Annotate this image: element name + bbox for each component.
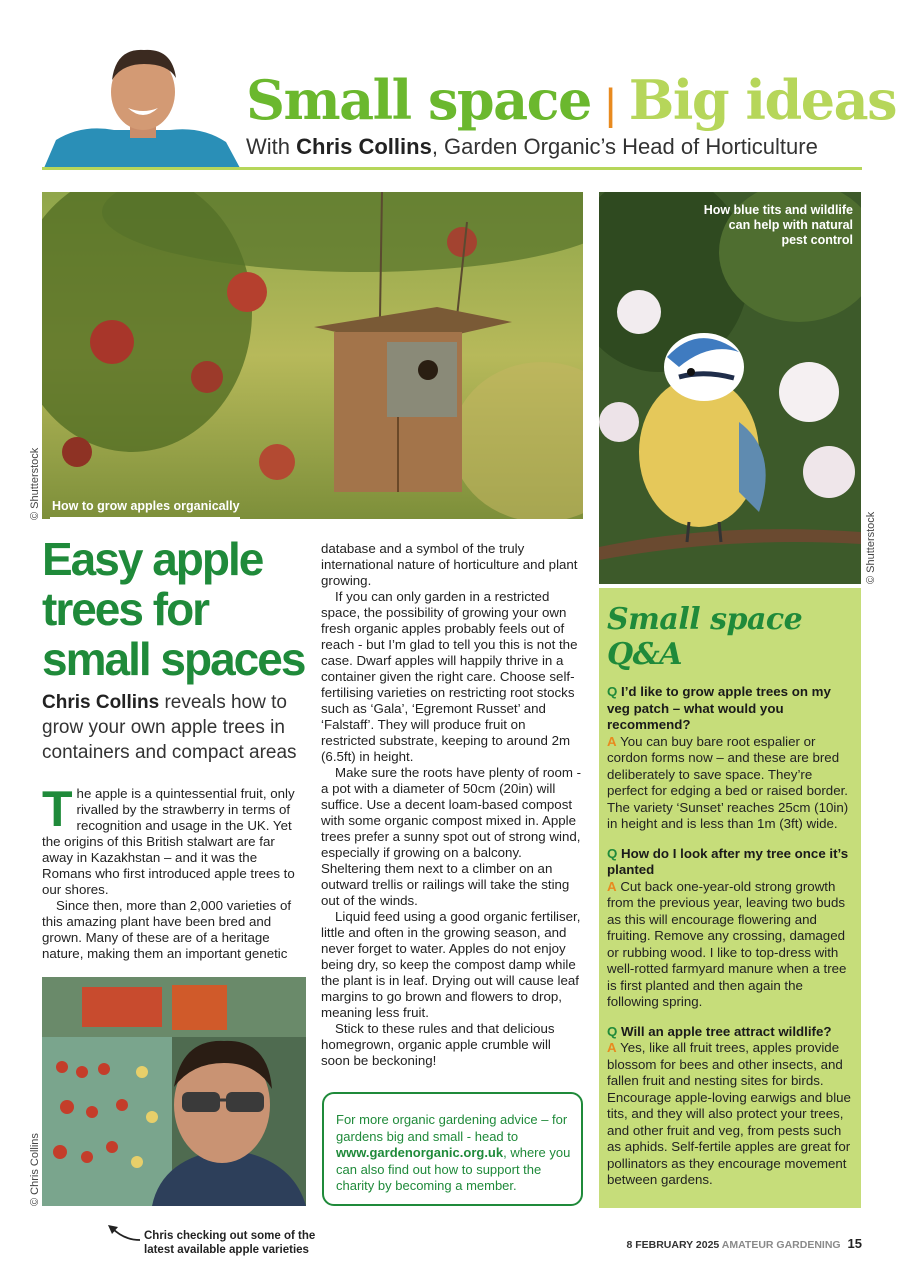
page-subtitle [246,134,818,160]
title-separator: | [604,80,615,129]
qa-question: Q How do I look after my tree once it’s planted [607,845,849,877]
subtitle-author: Chris Collins [296,134,432,159]
standfirst-author: Chris Collins [42,692,160,713]
small-photo-credit: © Chris Collins [29,1133,41,1206]
article-column-1 [42,781,304,962]
subtitle-prefix: With [246,134,297,159]
article-paragraph: Make sure the roots have plenty of room - a pot with a diameter of 50cm (20in) will suffice. Use a decent loam-based compost with some organic compost mixed in. Apple trees prefer a sunny spot out of strong wind, especially if growing on a balcony. Sheltering them next to a climber on an outward trellis or railings will take the sting out of the winds. [321,765,582,908]
folio-magazine: AMATEUR GARDENING [721,1239,841,1251]
caption-underline [50,517,240,519]
answer-mark-label: A [607,1040,617,1055]
qa-question: Q Will an apple tree attract wildlife? [607,1023,832,1039]
qa-item [607,684,853,833]
qa-title: Small space Q&A [607,602,803,672]
promo-box [322,1092,583,1206]
qa-answer: A Yes, like all fruit trees, apples provide blossom for bees and other insects, and fallen fruit and nesting sites for birds. Encourage apple-loving earwigs and blue tits, and they will also protect your trees, and other fruit and veg, from pests such as aphids. Self-fertile apples are great for pollinators as they encourage movement between gardens. [607,1040,851,1187]
qa-panel [599,588,861,1208]
main-photo-credit: © Shutterstock [29,447,41,520]
article-paragraph: database and a symbol of the truly international nature of horticulture and plant growing. [321,541,578,588]
article-paragraph: Liquid feed using a good organic fertiliser, little and often in the growing season, and never forget to water. Apples do not enjoy being dry, so keep the compost damp while the plant is in leaf. Drying out will cause leaf margins to go brown and flowers to drop, meaning less fruit. [321,909,581,1020]
question-mark-label: Q [607,1023,618,1039]
title-small-space: Small space [246,68,591,132]
side-photo-blue-tit [599,192,861,584]
drop-cap: T [42,781,73,837]
qa-question: Q I’d like to grow apple trees on my veg patch – what would you recommend? [607,684,831,732]
author-avatar [42,42,242,168]
qa-answer: A Cut back one-year-old strong growth from the previous year, leaving two buds as this will encourage flowering and fruiting. Remove any crossing, damaged or rubbing wood. I like to top-dress with well-rotted farmyard manure when a tree is first planted and then again the following spring. [607,878,847,1009]
small-photo-chris [42,977,306,1206]
qa-item [607,1024,853,1189]
standfirst-text: reveals how to grow your own apple trees in containers and compact areas [42,692,297,763]
answer-mark-label: A [607,878,617,894]
caption-arrow-icon [104,1222,144,1244]
side-photo-credit: © Shutterstock [865,511,877,584]
header-divider [42,167,862,170]
qa-item [607,846,853,1011]
answer-mark-label: A [607,733,617,749]
page-folio [626,1236,862,1251]
title-big-ideas: Big ideas [628,68,897,132]
question-mark-label: Q [607,684,618,699]
main-photo-birdhouse [42,192,583,519]
promo-link[interactable]: www.gardenorganic.org.uk [336,1145,504,1160]
main-photo-caption: How to grow apples organically [52,499,240,513]
article-paragraph: The apple is a quintessential fruit, only rivalled by the strawberry in terms of recognition and usage in the UK. Yet the origins of this British stalwart are far away in Kazakhstan – and it was the Romans who first introduced apple trees to our shores. [42,781,295,897]
article-paragraph: If you can only garden in a restricted space, the possibility of growing your own fresh organic apples probably feels out of reach - but I’m glad to tell you this is not the case. Dwarf apples will happily thrive in a container given the right care. Choose self-fertilising varieties on restricting root stocks such as ‘Gala’, ‘Egremont Russet’ and ‘Falstaff’. They will produce fruit on restricted substrate, keeping to around 2m (6.5ft) in height. [321,589,578,764]
subtitle-suffix: , Garden Organic’s Head of Horticulture [431,134,818,159]
article-headline: Easy apple trees for small spaces [42,533,305,685]
question-mark-label: Q [607,845,618,861]
page-title [246,68,896,132]
small-photo-caption: Chris checking out some of the latest available apple varieties [144,1230,316,1256]
promo-text-end: , where you can also find out how to support the charity by becoming a member. [336,1145,571,1193]
folio-date: 8 FEBRUARY 2025 [626,1239,720,1251]
article-paragraph: Stick to these rules and that delicious homegrown, organic apple crumble will soon be beckoning! [321,1021,555,1068]
promo-text: For more organic gardening advice – for gardens big and small - head to [336,1112,568,1144]
page-number: 15 [847,1236,862,1251]
qa-answer: A You can buy bare root espalier or cordon forms now – and these are bred deliberately to save space. They’re perfect for edging a bed or raised border. The variety ‘Sunset’ reaches 25cm (10in) in height and is less than 1m (3ft) wide. [607,733,849,831]
article-paragraph: Since then, more than 2,000 varieties of this amazing plant have been bred and grown. Many of these are of a heritage nature, making them an important genetic [42,898,292,961]
side-photo-caption: How blue tits and wildlife can help with natural pest control [703,203,853,247]
article-column-2 [321,541,583,1069]
article-standfirst [42,690,312,765]
